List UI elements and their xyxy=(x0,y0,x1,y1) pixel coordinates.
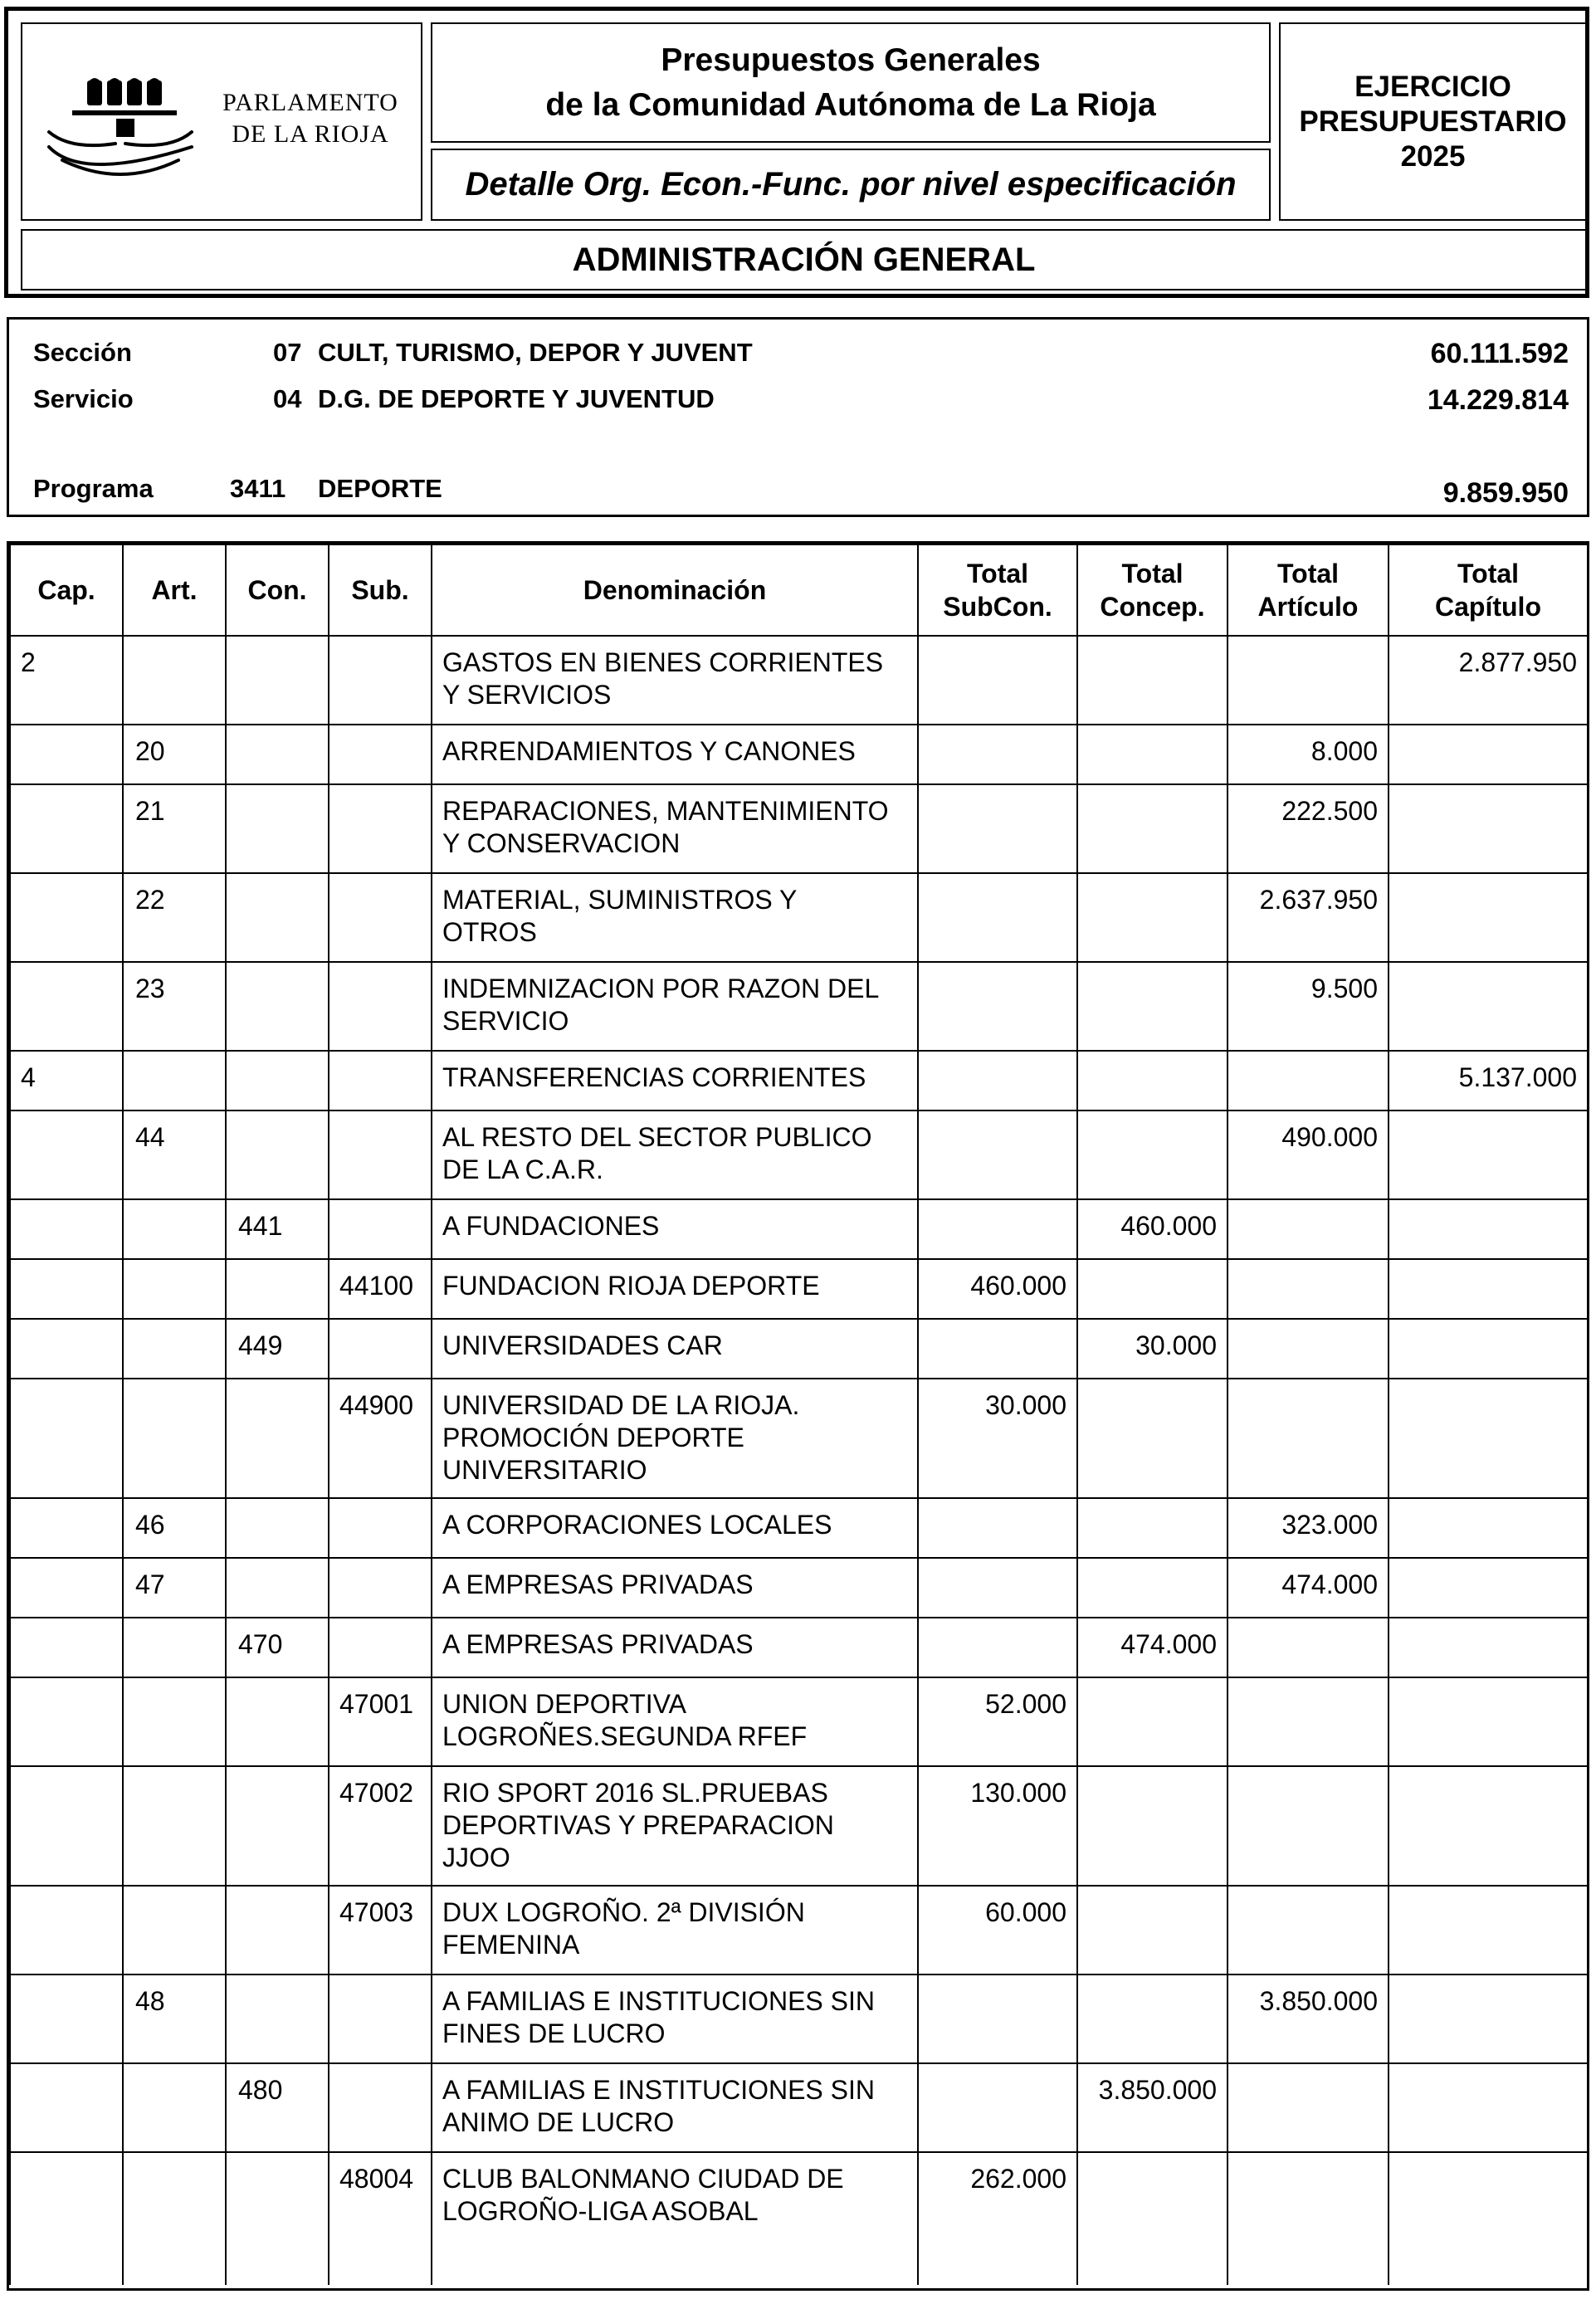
cell-sub: 44900 xyxy=(329,1379,432,1498)
cell-sub xyxy=(329,1199,432,1259)
cell-con: 441 xyxy=(226,1199,329,1259)
cell-total-capitulo xyxy=(1389,1975,1588,2063)
cell-total-capitulo xyxy=(1389,1498,1588,1558)
cell-total-subcon: 262.000 xyxy=(918,2152,1077,2285)
cell-art xyxy=(123,636,226,725)
cell-total-concep xyxy=(1077,1886,1228,1975)
cell-total-concep xyxy=(1077,1766,1228,1886)
cell-total-articulo: 2.637.950 xyxy=(1228,873,1389,962)
cell-art xyxy=(123,1766,226,1886)
cell-cap: 4 xyxy=(10,1051,123,1111)
cell-total-subcon xyxy=(918,1111,1077,1199)
cell-total-articulo xyxy=(1228,1677,1389,1766)
table-row xyxy=(10,784,1588,873)
cell-total-capitulo xyxy=(1389,1259,1588,1319)
cell-art: 23 xyxy=(123,962,226,1051)
cell-con xyxy=(226,784,329,873)
cell-total-articulo xyxy=(1228,636,1389,725)
cell-total-concep xyxy=(1077,873,1228,962)
den-line: Y SERVICIOS xyxy=(442,680,612,710)
cell-cap xyxy=(10,1677,123,1766)
table-row xyxy=(10,1886,1588,1975)
cell-cap xyxy=(10,725,123,784)
cell-art xyxy=(123,1618,226,1677)
cell-art xyxy=(123,2152,226,2285)
den-line: TRANSFERENCIAS CORRIENTES xyxy=(442,1062,866,1092)
col-art: Art. xyxy=(123,544,226,636)
cell-total-capitulo xyxy=(1389,1618,1588,1677)
cell-total-concep xyxy=(1077,1677,1228,1766)
cell-con xyxy=(226,636,329,725)
cell-total-capitulo: 2.877.950 xyxy=(1389,636,1588,725)
cell-total-articulo xyxy=(1228,1379,1389,1498)
den-line: INDEMNIZACION POR RAZON DEL xyxy=(442,974,880,1003)
cell-sub xyxy=(329,1618,432,1677)
cell-denominacion xyxy=(432,962,918,1051)
title-line-2: de la Comunidad Autónoma de La Rioja xyxy=(545,86,1156,123)
cell-sub: 47002 xyxy=(329,1766,432,1886)
cell-con: 480 xyxy=(226,2063,329,2152)
cell-con xyxy=(226,1051,329,1111)
cell-art: 22 xyxy=(123,873,226,962)
cell-total-subcon xyxy=(918,784,1077,873)
den-line: SERVICIO xyxy=(442,1006,569,1036)
cell-total-subcon xyxy=(918,636,1077,725)
cell-denominacion xyxy=(432,2152,918,2285)
cell-cap xyxy=(10,2063,123,2152)
section-info xyxy=(7,317,1589,517)
den-line: DEPORTIVAS Y PREPARACION xyxy=(442,1810,834,1840)
den-line: UNIVERSIDAD DE LA RIOJA. xyxy=(442,1390,800,1420)
col-denominacion: Denominación xyxy=(432,544,918,636)
cell-con: 449 xyxy=(226,1319,329,1379)
cell-denominacion xyxy=(432,873,918,962)
den-line: A EMPRESAS PRIVADAS xyxy=(442,1629,754,1659)
cell-sub: 48004 xyxy=(329,2152,432,2285)
servicio-code: 04 xyxy=(273,384,302,413)
table-row xyxy=(10,873,1588,962)
cell-denominacion xyxy=(432,1259,918,1319)
den-line: GASTOS EN BIENES CORRIENTES xyxy=(442,647,884,677)
den-line: A FAMILIAS E INSTITUCIONES SIN xyxy=(442,2075,875,2105)
cell-total-concep xyxy=(1077,962,1228,1051)
cell-total-concep: 3.850.000 xyxy=(1077,2063,1228,2152)
cell-art xyxy=(123,1199,226,1259)
servicio-row xyxy=(9,384,1587,417)
servicio-label: Servicio xyxy=(33,384,134,413)
cell-cap xyxy=(10,1379,123,1498)
cell-total-capitulo: 5.137.000 xyxy=(1389,1051,1588,1111)
cell-total-concep xyxy=(1077,636,1228,725)
cell-art: 21 xyxy=(123,784,226,873)
table-row xyxy=(10,2063,1588,2152)
cell-total-articulo xyxy=(1228,1618,1389,1677)
cell-art: 48 xyxy=(123,1975,226,2063)
col-total-articulo-l1: Total xyxy=(1276,559,1340,588)
seccion-name: CULT, TURISMO, DEPOR Y JUVENT xyxy=(318,338,753,367)
programa-row xyxy=(9,474,1587,507)
cell-total-articulo xyxy=(1228,1886,1389,1975)
den-line: FINES DE LUCRO xyxy=(442,2018,666,2048)
cell-total-subcon: 30.000 xyxy=(918,1379,1077,1498)
cell-denominacion xyxy=(432,1886,918,1975)
cell-total-articulo xyxy=(1228,1766,1389,1886)
cell-total-articulo xyxy=(1228,1051,1389,1111)
cell-con xyxy=(226,725,329,784)
cell-total-subcon xyxy=(918,962,1077,1051)
cell-total-capitulo xyxy=(1389,725,1588,784)
cell-total-concep xyxy=(1077,1498,1228,1558)
cell-total-subcon xyxy=(918,2063,1077,2152)
cell-con xyxy=(226,1379,329,1498)
cell-total-concep: 30.000 xyxy=(1077,1319,1228,1379)
cell-total-capitulo xyxy=(1389,873,1588,962)
table-header-row xyxy=(10,544,1588,636)
servicio-name: D.G. DE DEPORTE Y JUVENTUD xyxy=(318,384,715,413)
cell-total-articulo: 9.500 xyxy=(1228,962,1389,1051)
cell-cap xyxy=(10,1259,123,1319)
cell-sub: 44100 xyxy=(329,1259,432,1319)
exercise-year: 2025 xyxy=(1400,139,1466,173)
den-line: DE LA C.A.R. xyxy=(442,1154,603,1184)
logo-wordmark xyxy=(203,87,417,150)
col-total-concep xyxy=(1077,544,1228,636)
col-total-articulo xyxy=(1228,544,1389,636)
cell-denominacion xyxy=(432,1319,918,1379)
cell-total-subcon: 460.000 xyxy=(918,1259,1077,1319)
den-line: FEMENINA xyxy=(442,1930,580,1960)
cell-sub xyxy=(329,1975,432,2063)
col-total-capitulo xyxy=(1389,544,1588,636)
cell-cap xyxy=(10,1766,123,1886)
cell-art: 47 xyxy=(123,1558,226,1618)
cell-cap xyxy=(10,1618,123,1677)
table-row xyxy=(10,962,1588,1051)
cell-total-articulo: 474.000 xyxy=(1228,1558,1389,1618)
cell-con xyxy=(226,1498,329,1558)
col-total-subcon-l2: SubCon. xyxy=(943,592,1052,622)
programa-label: Programa xyxy=(33,474,154,503)
table-row xyxy=(10,1558,1588,1618)
col-sub: Sub. xyxy=(329,544,432,636)
administration-box xyxy=(21,229,1587,290)
table-row xyxy=(10,1259,1588,1319)
table-row xyxy=(10,636,1588,725)
cell-total-concep xyxy=(1077,2152,1228,2285)
cell-denominacion xyxy=(432,1199,918,1259)
col-total-subcon xyxy=(918,544,1077,636)
cell-art: 44 xyxy=(123,1111,226,1199)
col-total-subcon-l1: Total xyxy=(966,559,1029,588)
title-box xyxy=(431,22,1271,143)
cell-sub xyxy=(329,962,432,1051)
col-total-concep-l1: Total xyxy=(1121,559,1184,588)
cell-con xyxy=(226,1558,329,1618)
cell-sub xyxy=(329,873,432,962)
den-line: CLUB BALONMANO CIUDAD DE xyxy=(442,2164,844,2194)
cell-cap xyxy=(10,1111,123,1199)
cell-total-concep xyxy=(1077,1111,1228,1199)
table-row xyxy=(10,1051,1588,1111)
den-line: UNION DEPORTIVA xyxy=(442,1689,686,1719)
table-row xyxy=(10,725,1588,784)
den-line: PROMOCIÓN DEPORTE xyxy=(442,1423,744,1452)
cell-art xyxy=(123,1051,226,1111)
title-line-1: Presupuestos Generales xyxy=(661,41,1041,78)
col-total-capitulo-l1: Total xyxy=(1457,559,1520,588)
cell-con xyxy=(226,1677,329,1766)
cell-art: 20 xyxy=(123,725,226,784)
cell-total-articulo: 3.850.000 xyxy=(1228,1975,1389,2063)
cell-total-articulo xyxy=(1228,1199,1389,1259)
cell-denominacion xyxy=(432,636,918,725)
table-body xyxy=(10,636,1588,2285)
cell-denominacion xyxy=(432,784,918,873)
cell-sub xyxy=(329,1319,432,1379)
cell-total-concep xyxy=(1077,1558,1228,1618)
cell-sub xyxy=(329,1051,432,1111)
cell-total-concep xyxy=(1077,725,1228,784)
den-line: A FUNDACIONES xyxy=(442,1211,660,1241)
table-row xyxy=(10,1319,1588,1379)
den-line: DUX LOGROÑO. 2ª DIVISIÓN xyxy=(442,1897,805,1927)
cell-cap xyxy=(10,962,123,1051)
den-line: JJOO xyxy=(442,1843,510,1872)
den-line: Y CONSERVACION xyxy=(442,828,681,858)
cell-total-capitulo xyxy=(1389,1766,1588,1886)
cell-sub xyxy=(329,636,432,725)
den-line: RIO SPORT 2016 SL.PRUEBAS xyxy=(442,1778,828,1808)
col-total-articulo-l2: Artículo xyxy=(1257,592,1359,622)
cell-total-capitulo xyxy=(1389,1319,1588,1379)
cell-sub xyxy=(329,1111,432,1199)
cell-cap xyxy=(10,1886,123,1975)
cell-sub xyxy=(329,1498,432,1558)
den-line: A CORPORACIONES LOCALES xyxy=(442,1510,832,1540)
cell-cap xyxy=(10,784,123,873)
table-row xyxy=(10,1975,1588,2063)
den-line: LOGROÑO-LIGA ASOBAL xyxy=(442,2196,759,2226)
cell-total-articulo xyxy=(1228,2152,1389,2285)
exercise-box xyxy=(1279,22,1587,221)
den-line: UNIVERSITARIO xyxy=(442,1455,647,1485)
cell-sub xyxy=(329,784,432,873)
exercise-line-1: EJERCICIO xyxy=(1354,70,1511,103)
seccion-code: 07 xyxy=(273,338,302,367)
cell-cap: 2 xyxy=(10,636,123,725)
budget-table xyxy=(9,544,1589,2285)
cell-total-capitulo xyxy=(1389,2152,1588,2285)
cell-con: 470 xyxy=(226,1618,329,1677)
cell-total-capitulo xyxy=(1389,1558,1588,1618)
cell-total-capitulo xyxy=(1389,1199,1588,1259)
cell-con xyxy=(226,962,329,1051)
table-row xyxy=(10,1111,1588,1199)
cell-denominacion xyxy=(432,1111,918,1199)
parliament-emblem-icon xyxy=(37,62,203,187)
report-subtitle: Detalle Org. Econ.-Func. por nivel especificación xyxy=(465,166,1237,203)
table-row xyxy=(10,1766,1588,1886)
cell-sub xyxy=(329,1558,432,1618)
cell-total-concep: 460.000 xyxy=(1077,1199,1228,1259)
den-line: LOGROÑES.SEGUNDA RFEF xyxy=(442,1721,808,1751)
programa-code: 3411 xyxy=(230,474,286,503)
cell-cap xyxy=(10,1558,123,1618)
cell-total-concep xyxy=(1077,784,1228,873)
cell-total-articulo xyxy=(1228,1319,1389,1379)
table-row xyxy=(10,1498,1588,1558)
cell-total-capitulo xyxy=(1389,1886,1588,1975)
cell-sub xyxy=(329,2063,432,2152)
subtitle-box xyxy=(431,149,1271,221)
cell-art: 46 xyxy=(123,1498,226,1558)
cell-denominacion xyxy=(432,1677,918,1766)
cell-cap xyxy=(10,1498,123,1558)
cell-denominacion xyxy=(432,725,918,784)
table-row xyxy=(10,1677,1588,1766)
cell-total-articulo xyxy=(1228,2063,1389,2152)
cell-art xyxy=(123,1259,226,1319)
cell-total-capitulo xyxy=(1389,784,1588,873)
cell-art xyxy=(123,2063,226,2152)
seccion-label: Sección xyxy=(33,338,132,367)
cell-total-subcon: 52.000 xyxy=(918,1677,1077,1766)
cell-total-subcon xyxy=(918,1051,1077,1111)
cell-total-articulo: 222.500 xyxy=(1228,784,1389,873)
cell-cap xyxy=(10,2152,123,2285)
den-line: REPARACIONES, MANTENIMIENTO xyxy=(442,796,889,826)
cell-total-capitulo xyxy=(1389,1677,1588,1766)
cell-con xyxy=(226,1886,329,1975)
cell-total-concep xyxy=(1077,1379,1228,1498)
cell-total-concep xyxy=(1077,1051,1228,1111)
den-line: MATERIAL, SUMINISTROS Y xyxy=(442,885,798,915)
exercise-line-2: PRESUPUESTARIO xyxy=(1299,105,1567,138)
programa-total: 9.859.950 xyxy=(1442,477,1569,509)
den-line: UNIVERSIDADES CAR xyxy=(442,1330,723,1360)
table-row xyxy=(10,2152,1588,2285)
cell-total-concep xyxy=(1077,1259,1228,1319)
cell-denominacion xyxy=(432,1498,918,1558)
den-line: A FAMILIAS E INSTITUCIONES SIN xyxy=(442,1986,875,2016)
cell-denominacion xyxy=(432,1618,918,1677)
cell-art xyxy=(123,1677,226,1766)
den-line: ANIMO DE LUCRO xyxy=(442,2107,675,2137)
cell-total-subcon xyxy=(918,1618,1077,1677)
cell-total-capitulo xyxy=(1389,2063,1588,2152)
cell-con xyxy=(226,1259,329,1319)
table-row xyxy=(10,1379,1588,1498)
cell-total-subcon xyxy=(918,725,1077,784)
den-line: FUNDACION RIOJA DEPORTE xyxy=(442,1271,820,1301)
cell-total-subcon xyxy=(918,1558,1077,1618)
cell-sub xyxy=(329,725,432,784)
logo-line-2: DE LA RIOJA xyxy=(232,120,389,148)
cell-denominacion xyxy=(432,2063,918,2152)
seccion-total: 60.111.592 xyxy=(1430,338,1569,369)
den-line: ARRENDAMIENTOS Y CANONES xyxy=(442,736,856,766)
cell-total-subcon xyxy=(918,1498,1077,1558)
cell-cap xyxy=(10,1319,123,1379)
den-line: A EMPRESAS PRIVADAS xyxy=(442,1569,754,1599)
den-line: OTROS xyxy=(442,917,537,947)
servicio-total: 14.229.814 xyxy=(1427,384,1569,416)
cell-total-capitulo xyxy=(1389,1379,1588,1498)
cell-total-capitulo xyxy=(1389,1111,1588,1199)
cell-denominacion xyxy=(432,1558,918,1618)
cell-total-subcon: 130.000 xyxy=(918,1766,1077,1886)
cell-total-subcon xyxy=(918,873,1077,962)
logo-box xyxy=(21,22,422,221)
cell-sub: 47001 xyxy=(329,1677,432,1766)
cell-total-concep xyxy=(1077,1975,1228,2063)
cell-cap xyxy=(10,1199,123,1259)
col-con: Con. xyxy=(226,544,329,636)
col-total-concep-l2: Concep. xyxy=(1100,592,1205,622)
cell-cap xyxy=(10,1975,123,2063)
cell-cap xyxy=(10,873,123,962)
cell-art xyxy=(123,1886,226,1975)
cell-total-subcon: 60.000 xyxy=(918,1886,1077,1975)
den-line: AL RESTO DEL SECTOR PUBLICO xyxy=(442,1122,872,1152)
cell-total-concep: 474.000 xyxy=(1077,1618,1228,1677)
cell-total-subcon xyxy=(918,1975,1077,2063)
cell-sub: 47003 xyxy=(329,1886,432,1975)
col-cap: Cap. xyxy=(10,544,123,636)
cell-con xyxy=(226,2152,329,2285)
cell-art xyxy=(123,1319,226,1379)
programa-name: DEPORTE xyxy=(318,474,442,503)
logo-line-1: PARLAMENTO xyxy=(222,89,398,116)
cell-total-subcon xyxy=(918,1319,1077,1379)
cell-denominacion xyxy=(432,1975,918,2063)
administration-title: ADMINISTRACIÓN GENERAL xyxy=(572,241,1036,278)
cell-total-articulo: 490.000 xyxy=(1228,1111,1389,1199)
cell-denominacion xyxy=(432,1766,918,1886)
cell-total-articulo xyxy=(1228,1259,1389,1319)
table-row xyxy=(10,1199,1588,1259)
cell-total-articulo: 323.000 xyxy=(1228,1498,1389,1558)
cell-total-capitulo xyxy=(1389,962,1588,1051)
budget-table-frame xyxy=(7,541,1589,2291)
cell-denominacion xyxy=(432,1051,918,1111)
cell-art xyxy=(123,1379,226,1498)
cell-total-articulo: 8.000 xyxy=(1228,725,1389,784)
cell-con xyxy=(226,873,329,962)
document-header xyxy=(4,7,1589,298)
cell-con xyxy=(226,1975,329,2063)
table-row xyxy=(10,1618,1588,1677)
seccion-row xyxy=(9,338,1587,371)
cell-total-subcon xyxy=(918,1199,1077,1259)
cell-denominacion xyxy=(432,1379,918,1498)
cell-con xyxy=(226,1111,329,1199)
cell-con xyxy=(226,1766,329,1886)
col-total-capitulo-l2: Capítulo xyxy=(1435,592,1541,622)
